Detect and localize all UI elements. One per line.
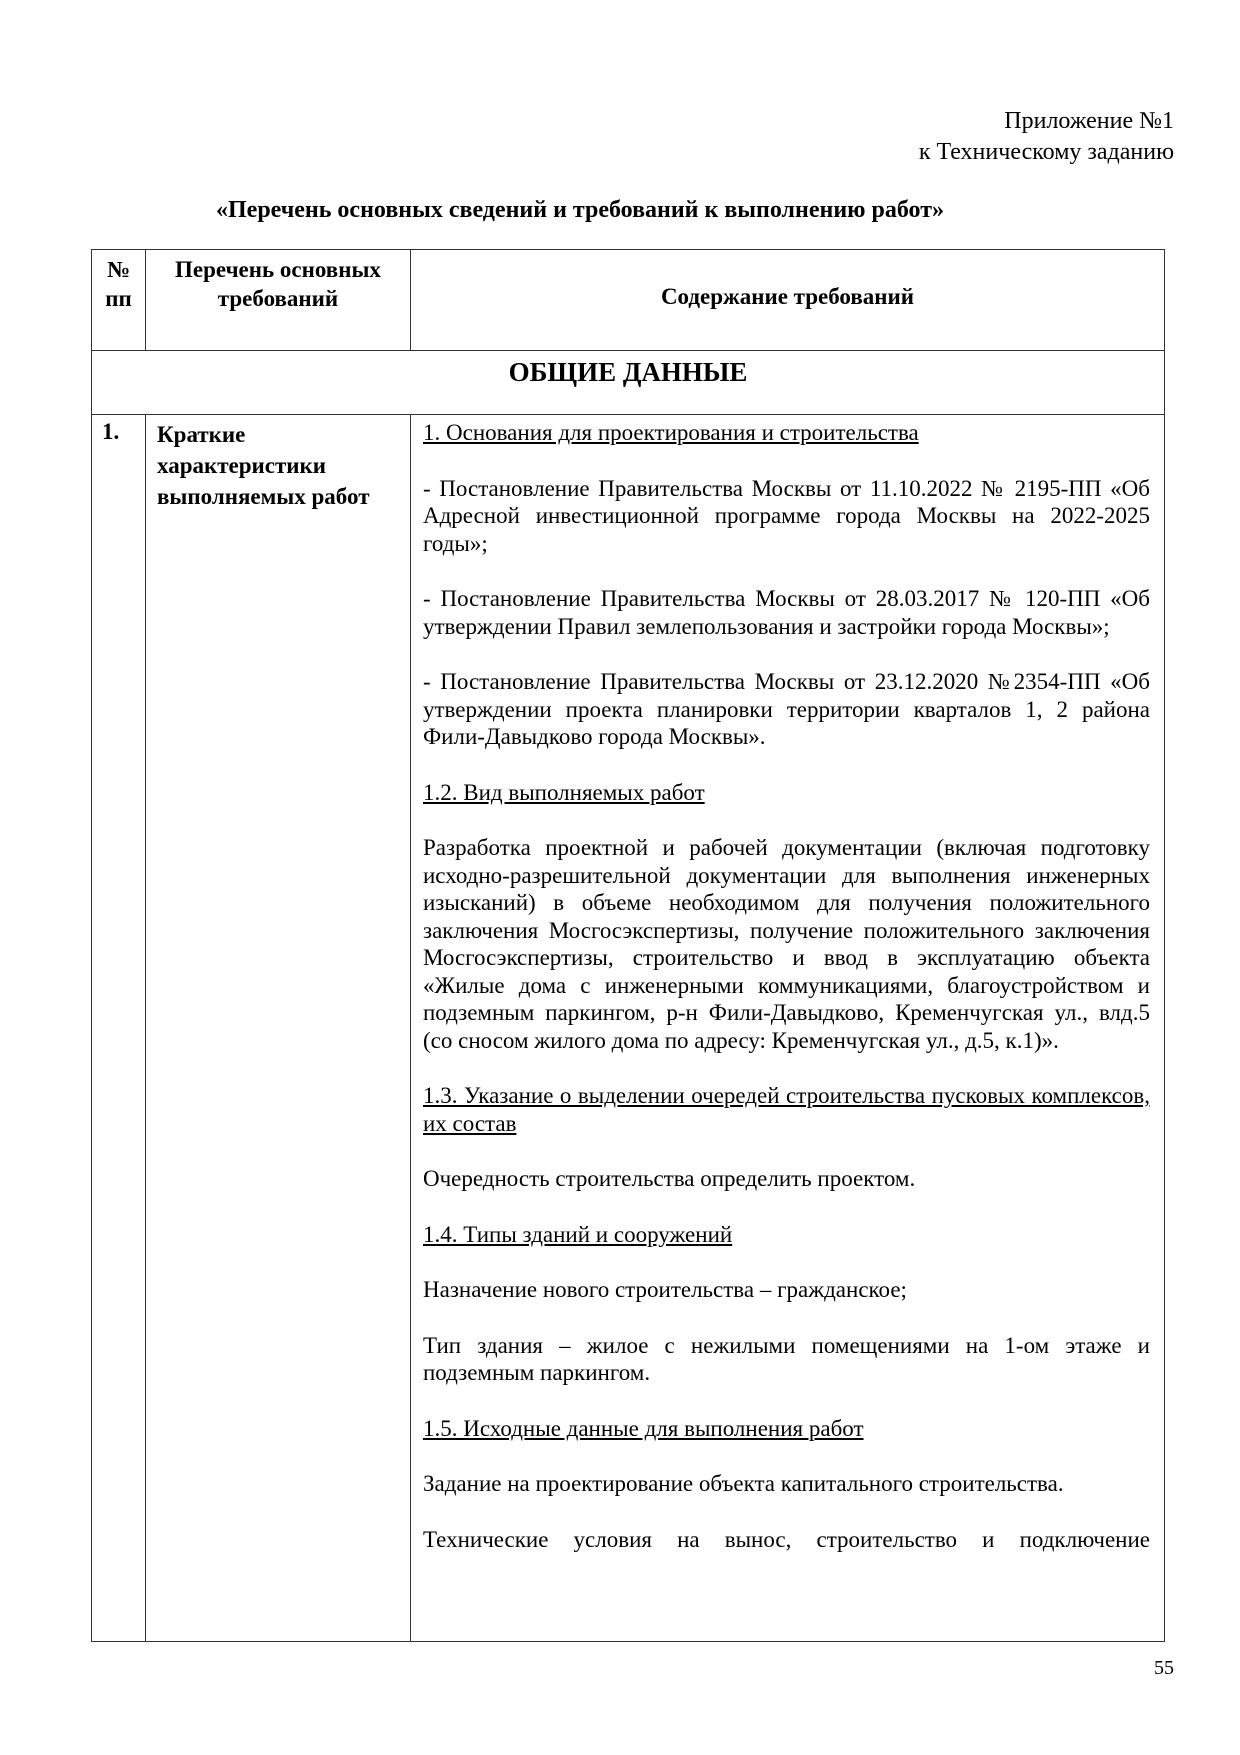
row-number: 1. [92, 415, 146, 1642]
paragraph: Очередность строительства определить проектом. [423, 1166, 916, 1191]
paragraph: - Постановление Правительства Москвы от 23.12.2020 №2354-ПП «Об утверждении проекта планировки территории кварталов 1, 2 района Фили-Давыдково города Москвы». [423, 669, 1150, 749]
header-num: № пп [92, 250, 146, 351]
paragraph: Тип здания – жилое с нежилыми помещениями на 1-ом этаже и подземным паркингом. [423, 1332, 1150, 1385]
requirements-table [91, 249, 1165, 1642]
section-title: ОБЩИЕ ДАННЫЕ [508, 357, 748, 387]
row-requirement-name: Краткие характеристики выполняемых работ [146, 415, 411, 1642]
paragraph: Назначение нового строительства – гражданское; [423, 1277, 907, 1302]
paragraph-heading: 1.3. Указание о выделении очередей строительства пусковых комплексов, их состав [423, 1083, 1150, 1136]
paragraph-heading: 1. Основания для проектирования и строительства [423, 420, 919, 445]
appendix-reference [919, 106, 1174, 168]
paragraph-heading: 1.5. Исходные данные для выполнения работ [423, 1415, 864, 1441]
section-cell [92, 351, 1165, 415]
appendix-line-2: к Техническому заданию [918, 139, 1174, 165]
paragraph: Технические условия на вынос, строительство и подключение [423, 1526, 1150, 1552]
section-row [92, 351, 1165, 415]
paragraph: Разработка проектной и рабочей документации (включая подготовку исходно-разрешительной документации для выполнения инженерных изысканий) в объеме необходимом для получения положительного заключения Мосгосэкспертизы, получение положительного заключения Мосгосэкспертизы, строительство и ввод в эксплуатацию объекта «Жилые дома с инженерными коммуникациями, благоустройством и подземным паркингом, р-н Фили-Давыдково, Кременчугская ул., влд.5 (со сносом жилого дома по адресу: Кременчугская ул., д.5, к.1)». [423, 835, 1150, 1053]
header-content: Содержание требований [411, 250, 1165, 351]
header-requirements: Перечень основных требований [146, 250, 411, 351]
paragraph: - Постановление Правительства Москвы от 11.10.2022 № 2195-ПП «Об Адресной инвестиционной программе города Москвы на 2022-2025 годы»; [423, 475, 1150, 556]
document-title: «Перечень основных сведений и требований к выполнению работ» [216, 197, 944, 223]
table-row [92, 415, 1165, 1642]
paragraph-heading: 1.2. Вид выполняемых работ [423, 779, 705, 805]
appendix-line-1: Приложение №1 [1004, 108, 1174, 134]
row-content [411, 415, 1165, 1642]
table-header-row [92, 250, 1165, 351]
page-number: 55 [1154, 1657, 1174, 1679]
paragraph: - Постановление Правительства Москвы от 28.03.2017 № 120-ПП «Об утверждении Правил землепользования и застройки города Москвы»; [423, 586, 1150, 639]
paragraph: Задание на проектирование объекта капитального строительства. [423, 1471, 1064, 1496]
paragraph-heading: 1.4. Типы зданий и сооружений [423, 1221, 733, 1247]
